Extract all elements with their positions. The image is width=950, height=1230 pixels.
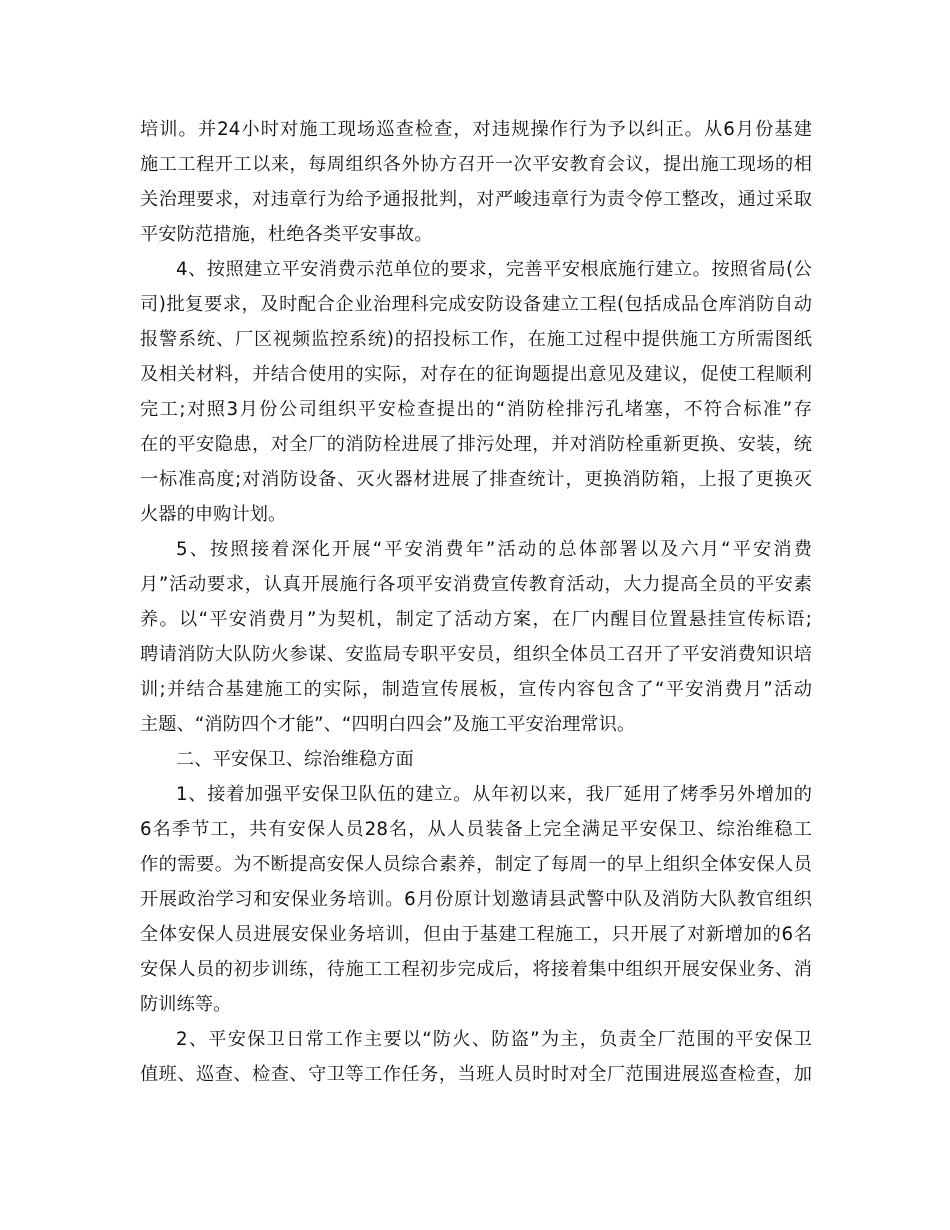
body-text — [140, 112, 812, 1092]
text-line: 作的需要。为不断提高安保人员综合素养，制定了每周一的早上组织全体安保人员 — [140, 854, 812, 875]
text-line: 培训。并24小时对施工现场巡查检查，对违规操作行为予以纠正。从6月份基建 — [140, 119, 812, 140]
text-line: 施工工程开工以来，每周组织各外协方召开一次平安教育会议，提出施工现场的相 — [140, 154, 812, 175]
text-line: 主题、“消防四个才能”、“四明白四会”及施工平安治理常识。 — [140, 714, 636, 735]
paragraph-start-line: 1、接着加强平安保卫队伍的建立。从年初以来，我厂延用了烤季另外增加的 — [176, 784, 812, 805]
paragraph-start-line: 2、平安保卫日常工作主要以“防火、防盗”为主，负责全厂范围的平安保卫 — [176, 1029, 812, 1050]
text-line: 完工;对照3月份公司组织平安检查提出的“消防栓排污孔堵塞，不符合标准”存 — [140, 399, 812, 420]
text-line: 全体安保人员进展安保业务培训，但由于基建工程施工，只开展了对新增加的6名 — [140, 924, 812, 945]
text-line: 平安防范措施，杜绝各类平安事故。 — [140, 224, 433, 245]
text-line: 养。以“平安消费月”为契机，制定了活动方案，在厂内醒目位置悬挂宣传标语; — [140, 609, 812, 630]
text-line: 6名季节工，共有安保人员28名，从人员装备上完全满足平安保卫、综治维稳工 — [140, 819, 812, 840]
paragraph-start-line: 5、按照接着深化开展“平安消费年”活动的总体部署以及六月“平安消费 — [176, 539, 812, 560]
text-line: 司)批复要求，及时配合企业治理科完成安防设备建立工程(包括成品仓库消防自动 — [140, 294, 812, 315]
paragraph-start-line: 4、按照建立平安消费示范单位的要求，完善平安根底施行建立。按照省局(公 — [176, 259, 812, 280]
text-line: 月”活动要求，认真开展施行各项平安消费宣传教育活动，大力提高全员的平安素 — [140, 574, 812, 595]
section-heading: 二、平安保卫、综治维稳方面 — [176, 749, 414, 770]
text-line: 在的平安隐患，对全厂的消防栓进展了排污处理，并对消防栓重新更换、安装，统 — [140, 434, 812, 455]
text-line: 报警系统、厂区视频监控系统)的招投标工作，在施工过程中提供施工方所需图纸 — [140, 329, 812, 350]
text-line: 训;并结合基建施工的实际，制造宣传展板，宣传内容包含了“平安消费月”活动 — [140, 679, 812, 700]
text-line: 关治理要求，对违章行为给予通报批判，对严峻违章行为责令停工整改，通过采取 — [140, 189, 812, 210]
text-line: 聘请消防大队防火参谋、安监局专职平安员，组织全体员工召开了平安消费知识培 — [140, 644, 812, 665]
text-line: 火器的申购计划。 — [140, 504, 287, 525]
text-line: 安保人员的初步训练，待施工工程初步完成后，将接着集中组织开展安保业务、消 — [140, 959, 812, 980]
text-line: 一标准高度;对消防设备、灭火器材进展了排查统计，更换消防箱，上报了更换灭 — [140, 469, 812, 490]
text-line: 值班、巡查、检查、守卫等工作任务，当班人员时时对全厂范围进展巡查检查，加 — [140, 1064, 812, 1085]
text-line: 防训练等。 — [140, 994, 232, 1015]
text-line: 开展政治学习和安保业务培训。6月份原计划邀请县武警中队及消防大队教官组织 — [140, 889, 812, 910]
text-line: 及相关材料，并结合使用的实际，对存在的征询题提出意见及建议，促使工程顺利 — [140, 364, 812, 385]
